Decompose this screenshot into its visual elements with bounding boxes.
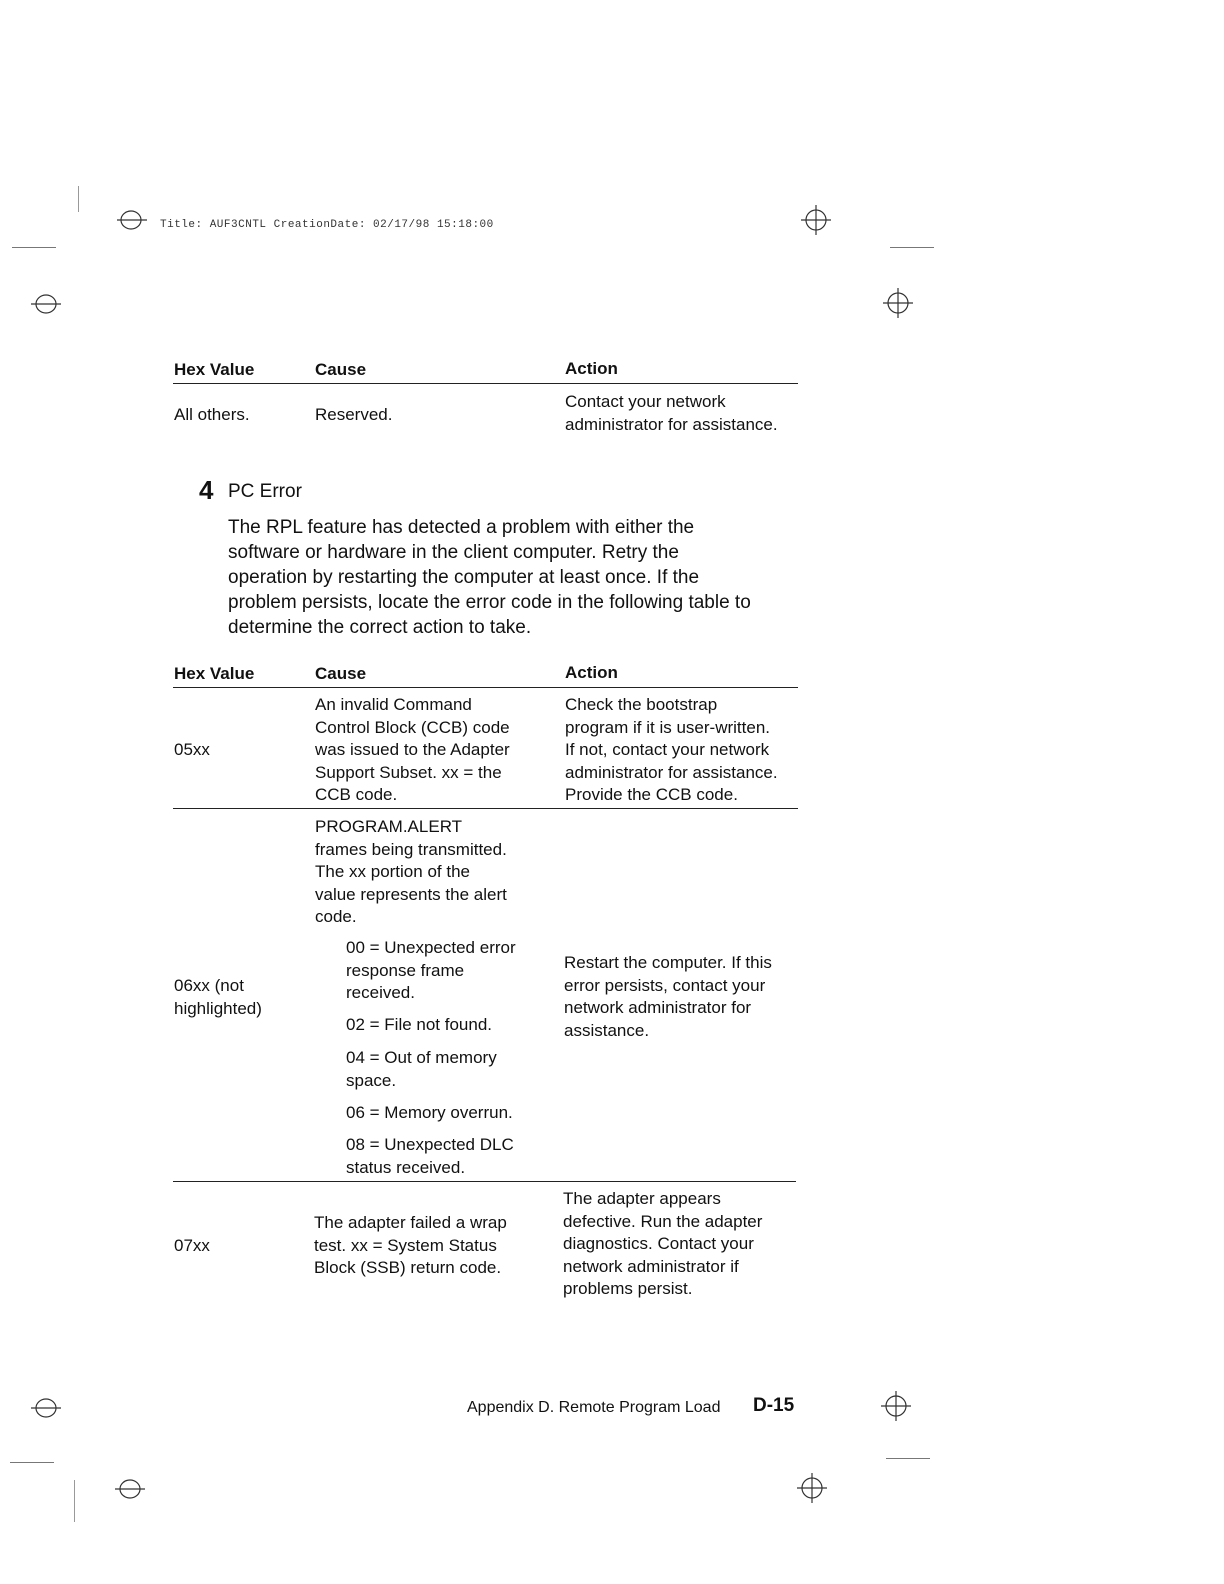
text-line: Block (SSB) return code. (314, 1258, 502, 1277)
registration-mark-icon (28, 1394, 64, 1422)
text-line: test. xx = System Status (314, 1235, 497, 1255)
page-number: D-15 (753, 1395, 795, 1416)
text-line: network administrator for (564, 998, 752, 1017)
text-line: problem persists, locate the error code in the following table to (228, 592, 751, 613)
text-line: code. (315, 907, 357, 926)
text-line: network administrator if (563, 1256, 739, 1276)
column-header-action: Action (565, 359, 618, 378)
crop-line (890, 247, 934, 248)
text-line: administrator for assistance. (565, 762, 778, 782)
registration-mark-icon (28, 290, 64, 318)
text-line: CCB code. (315, 785, 398, 804)
cell-cause (314, 1212, 507, 1280)
crop-line (886, 1458, 930, 1459)
registration-mark-icon (114, 206, 150, 234)
text-line: assistance. (564, 1020, 650, 1040)
text-line: 04 = Out of memory (346, 1048, 497, 1067)
text-line: Control Block (CCB) code (315, 717, 510, 737)
text-line: Contact your network (565, 392, 726, 411)
text-line: Provide the CCB code. (565, 785, 738, 804)
cell-hex: 05xx (174, 740, 210, 759)
text-line: Restart the computer. If this (564, 953, 772, 972)
column-header-action: Action (565, 663, 618, 682)
cell-hex: 07xx (174, 1236, 210, 1255)
text-line: If not, contact your network (565, 740, 770, 759)
column-header-cause: Cause (315, 664, 367, 683)
text-line: error persists, contact your (564, 975, 766, 995)
table-header-rule (173, 383, 798, 384)
alert-code-item (346, 937, 516, 1005)
footer-appendix-title: Appendix D. Remote Program Load (467, 1399, 721, 1416)
cell-hex: All others. (174, 405, 250, 424)
crop-line (74, 1480, 75, 1522)
column-header-hex: Hex Value (174, 360, 255, 379)
alert-code-item: 02 = File not found. (346, 1015, 493, 1034)
column-header-hex: Hex Value (174, 664, 255, 683)
section-title: PC Error (228, 481, 302, 502)
row-divider (173, 1181, 796, 1182)
cell-action (565, 694, 778, 807)
text-line: space. (346, 1070, 397, 1090)
text-line: PROGRAM.ALERT (315, 817, 463, 836)
text-line: administrator for assistance. (565, 414, 778, 434)
text-line: problems persist. (563, 1279, 693, 1298)
alert-code-item (346, 1047, 497, 1092)
text-line: The adapter appears (563, 1189, 721, 1208)
registration-mark-icon (880, 286, 916, 320)
row-divider (173, 808, 798, 809)
crop-line (10, 1462, 54, 1463)
text-line: was issued to the Adapter (315, 740, 510, 759)
registration-mark-icon (798, 203, 834, 237)
text-line: determine the correct action to take. (228, 617, 532, 638)
cell-action (564, 952, 772, 1042)
text-line: received. (346, 983, 415, 1002)
text-line: defective. Run the adapter (563, 1211, 763, 1231)
cell-cause: Reserved. (315, 405, 393, 424)
text-line: 06xx (not (174, 976, 244, 995)
registration-mark-icon (112, 1475, 148, 1503)
text-line: 08 = Unexpected DLC (346, 1135, 514, 1154)
document-meta-line: Title: AUF3CNTL CreationDate: 02/17/98 15:18:00 (160, 219, 494, 231)
column-header-cause: Cause (315, 360, 367, 379)
cell-hex (174, 975, 262, 1020)
text-line: highlighted) (174, 998, 262, 1018)
text-line: operation by restarting the computer at least once. If the (228, 567, 700, 588)
cell-action (565, 391, 778, 436)
crop-line (78, 186, 79, 212)
text-line: Support Subset. xx = the (315, 762, 502, 782)
text-line: 00 = Unexpected error (346, 938, 516, 957)
text-line: software or hardware in the client computer. Retry the (228, 542, 679, 563)
text-line: diagnostics. Contact your (563, 1234, 754, 1253)
text-line: program if it is user-written. (565, 717, 770, 737)
text-line: status received. (346, 1157, 466, 1177)
text-line: The xx portion of the (315, 862, 470, 881)
text-line: Check the bootstrap (565, 695, 718, 714)
section-number: 4 (199, 475, 214, 505)
table-header-rule (173, 687, 798, 688)
registration-mark-icon (878, 1389, 914, 1423)
alert-code-item (346, 1134, 514, 1179)
text-line: The RPL feature has detected a problem with either the (228, 517, 695, 538)
registration-mark-icon (794, 1471, 830, 1505)
alert-code-item: 06 = Memory overrun. (346, 1103, 513, 1122)
cell-cause (315, 694, 510, 807)
text-line: The adapter failed a wrap (314, 1213, 507, 1232)
cell-action (563, 1188, 762, 1301)
text-line: response frame (346, 960, 465, 980)
crop-line (12, 247, 56, 248)
cell-cause (315, 816, 507, 929)
text-line: An invalid Command (315, 695, 472, 714)
section-paragraph (228, 515, 808, 640)
text-line: frames being transmitted. (315, 839, 507, 859)
text-line: value represents the alert (315, 884, 507, 904)
